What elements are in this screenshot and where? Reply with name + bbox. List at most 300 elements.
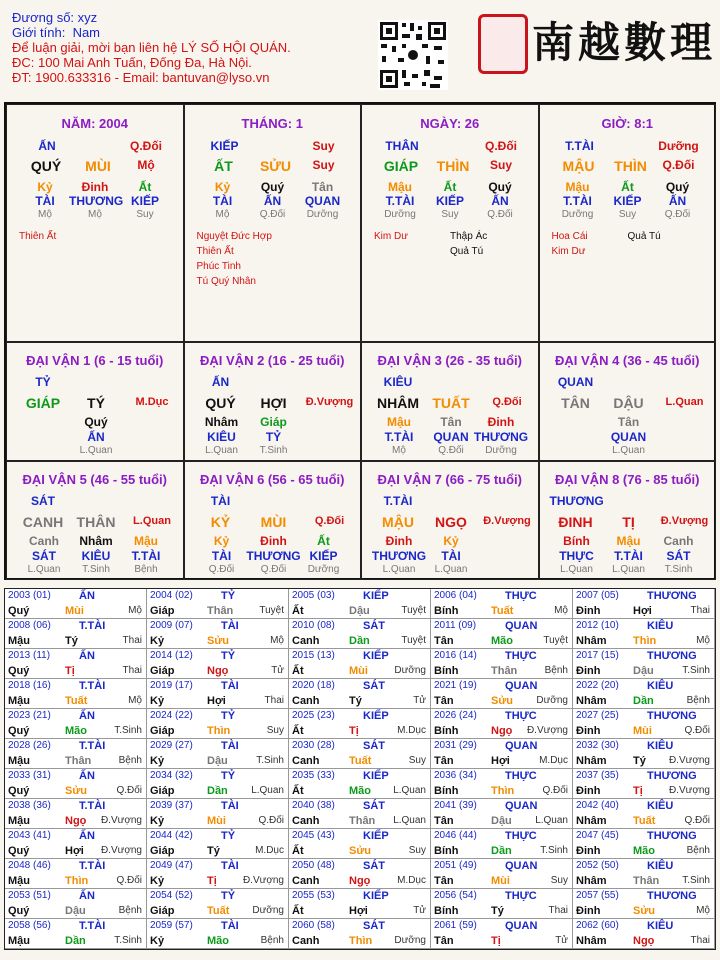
- luck-hidden-state: Bệnh: [134, 564, 158, 575]
- year-ten-god: KIÊU: [647, 800, 674, 812]
- year-state: Mộ: [554, 605, 568, 616]
- luck-pillar-cell: [361, 461, 539, 580]
- annual-luck-cell: [147, 859, 289, 889]
- year-state: Bệnh: [118, 905, 142, 916]
- luck-hidden-state: Q.Đối: [260, 564, 287, 575]
- luck-hidden-stem: Bính: [563, 534, 590, 548]
- hidden-state: Q.Đối: [259, 209, 286, 220]
- year-branch: Tị: [207, 875, 217, 887]
- luck-earthly-branch: TUẤT: [432, 395, 470, 411]
- year-branch: Ngọ: [207, 665, 229, 677]
- luck-hidden-ten-god: THƯƠNG: [473, 430, 529, 444]
- luck-ten-god: THƯƠNG: [549, 494, 604, 508]
- annual-luck-cell: [431, 619, 573, 649]
- year-stem: Mậu: [8, 875, 30, 887]
- annual-luck-cell: [573, 829, 715, 859]
- year-label: 2056 (54): [434, 890, 477, 901]
- year-state: T.Sinh: [256, 755, 284, 766]
- year-state: Q.Đối: [258, 815, 284, 826]
- luck-state: Đ.Vượng: [305, 396, 354, 408]
- year-branch: Dần: [633, 695, 654, 707]
- luck-pillar-cell: [361, 342, 539, 461]
- year-label: 2026 (24): [434, 710, 477, 721]
- hidden-state: Suy: [441, 209, 459, 220]
- luck-hidden-stem: Giáp: [260, 415, 287, 429]
- year-state: T.Sinh: [540, 845, 568, 856]
- year-ten-god: THƯƠNG: [647, 770, 697, 782]
- luck-earthly-branch: THÂN: [76, 514, 116, 530]
- year-label: 2006 (04): [434, 590, 477, 601]
- luck-hidden-state: L.Quan: [382, 564, 416, 575]
- annual-luck-cell: [5, 589, 147, 619]
- luck-pillar-title: ĐẠI VẬN 8 (76 - 85 tuổi): [555, 472, 700, 487]
- year-label: 2059 (57): [150, 920, 193, 931]
- luck-hidden-stem: Đinh: [487, 415, 515, 429]
- luck-ten-god: TỶ: [35, 375, 51, 389]
- luck-state: L.Quan: [665, 396, 704, 408]
- luck-hidden-ten-god: TÀI: [441, 549, 461, 563]
- hidden-stem: Đinh: [81, 180, 109, 194]
- year-state: Mộ: [696, 635, 710, 646]
- year-ten-god: TỶ: [221, 710, 236, 722]
- year-label: 2061 (59): [434, 920, 477, 931]
- pillar-branch-state: Suy: [312, 158, 335, 172]
- year-state: M.Dục: [539, 755, 568, 766]
- year-ten-god: ẤN: [79, 890, 95, 902]
- annual-luck-cell: [431, 589, 573, 619]
- year-stem: Giáp: [150, 665, 175, 677]
- annual-luck-cell: [431, 769, 573, 799]
- luck-hidden-stem: Ất: [317, 534, 330, 548]
- pillar-heavenly-stem: QUÝ: [30, 158, 62, 174]
- year-state: M.Dục: [255, 845, 284, 856]
- annual-luck-cell: [573, 679, 715, 709]
- annual-luck-cell: [431, 649, 573, 679]
- hidden-stem: Ất: [621, 180, 634, 194]
- year-label: 2062 (60): [576, 920, 619, 931]
- annual-luck-cell: [289, 829, 431, 859]
- year-ten-god: ẤN: [79, 770, 95, 782]
- year-branch: Dậu: [633, 665, 654, 677]
- year-branch: Dần: [349, 635, 370, 647]
- year-ten-god: TỶ: [221, 650, 236, 662]
- luck-ten-god: KIÊU: [383, 375, 413, 389]
- year-branch: Dần: [491, 845, 512, 857]
- symbolic-star: Kim Dư: [551, 246, 586, 257]
- year-stem: Quý: [8, 665, 30, 677]
- year-ten-god: SÁT: [363, 680, 385, 692]
- pillar-cell: [539, 104, 717, 342]
- year-label: 2018 (16): [8, 680, 51, 691]
- year-label: 2058 (56): [8, 920, 51, 931]
- luck-hidden-stem: Đinh: [260, 534, 287, 548]
- year-label: 2055 (53): [292, 890, 335, 901]
- year-state: Tuyệt: [259, 605, 284, 616]
- year-branch: Dần: [207, 785, 228, 797]
- year-branch: Thân: [207, 605, 234, 617]
- year-state: L.Quan: [393, 785, 426, 796]
- annual-luck-cell: [431, 799, 573, 829]
- year-stem: Bính: [434, 785, 459, 797]
- luck-hidden-state: Dưỡng: [485, 445, 517, 456]
- year-stem: Bính: [434, 845, 459, 857]
- year-stem: Đinh: [576, 725, 601, 737]
- annual-luck-cell: [573, 619, 715, 649]
- chart-grid: [4, 102, 716, 580]
- annual-luck-cell: [431, 679, 573, 709]
- annual-luck-cell: [5, 799, 147, 829]
- pillar-stem-state: Q.Đối: [485, 139, 517, 153]
- luck-earthly-branch: DẬU: [613, 395, 644, 411]
- hidden-stem: Ất: [443, 180, 457, 194]
- year-stem: Bính: [434, 605, 459, 617]
- year-ten-god: QUAN: [505, 920, 538, 932]
- luck-heavenly-stem: CANH: [22, 514, 64, 530]
- luck-earthly-branch: TÝ: [87, 395, 105, 411]
- year-branch: Mão: [491, 635, 513, 647]
- hidden-ten-god: THƯƠNG: [69, 194, 124, 208]
- annual-luck-cell: [5, 739, 147, 769]
- year-label: 2025 (23): [292, 710, 335, 721]
- pillar-title: THÁNG: 1: [241, 116, 303, 131]
- year-state: Suy: [408, 845, 426, 856]
- annual-luck-cell: [289, 709, 431, 739]
- seal-stamp: [478, 14, 528, 74]
- year-ten-god: T.TÀI: [79, 680, 106, 692]
- luck-hidden-stem: Tân: [617, 415, 640, 429]
- year-ten-god: KIÊU: [647, 920, 674, 932]
- hidden-stem: Quý: [488, 180, 512, 194]
- year-ten-god: THỰC: [505, 650, 537, 662]
- year-branch: Tuất: [633, 815, 656, 827]
- annual-luck-cell: [289, 889, 431, 919]
- year-ten-god: QUAN: [505, 680, 538, 692]
- year-ten-god: KIẾP: [363, 590, 389, 602]
- luck-pillar-cell: [184, 461, 362, 580]
- year-ten-god: ẤN: [79, 590, 95, 602]
- year-branch: Tuất: [65, 695, 88, 707]
- luck-hidden-stem: Kỷ: [213, 534, 230, 548]
- year-branch: Ngọ: [65, 815, 87, 827]
- year-state: Dưỡng: [394, 935, 426, 946]
- luck-pillar-cell: [6, 342, 184, 461]
- year-stem: Canh: [292, 695, 320, 707]
- year-ten-god: TÀI: [221, 620, 239, 632]
- hidden-state: Q.Đối: [487, 209, 513, 220]
- year-ten-god: THỰC: [505, 890, 537, 902]
- symbolic-star: Quả Tú: [450, 246, 484, 257]
- year-stem: Tân: [434, 695, 454, 707]
- annual-luck-cell: [431, 919, 573, 949]
- year-stem: Canh: [292, 755, 320, 767]
- pillar-ten-god: THÂN: [385, 139, 419, 153]
- year-stem: Ất: [292, 845, 304, 857]
- annual-luck-cell: [147, 739, 289, 769]
- year-label: 2016 (14): [434, 650, 477, 661]
- year-branch: Mão: [633, 845, 655, 857]
- symbolic-star: Thiên Ất: [196, 246, 234, 257]
- hidden-ten-god: T.TÀI: [385, 194, 415, 208]
- pillar-earthly-branch: THÌN: [436, 158, 470, 174]
- luck-pillar-title: ĐẠI VẬN 1 (6 - 15 tuổi): [26, 353, 164, 368]
- year-label: 2048 (46): [8, 860, 51, 871]
- year-branch: Thân: [491, 665, 518, 677]
- year-label: 2039 (37): [150, 800, 193, 811]
- luck-heavenly-stem: MẬU: [382, 514, 414, 530]
- year-branch: Mão: [207, 935, 229, 947]
- year-state: Suy: [550, 875, 568, 886]
- year-stem: Quý: [8, 845, 30, 857]
- annual-luck-cell: [431, 889, 573, 919]
- luck-pillar-cell: [184, 342, 362, 461]
- year-stem: Tân: [434, 635, 454, 647]
- year-label: 2015 (13): [292, 650, 335, 661]
- luck-hidden-state: Q.Đối: [208, 564, 235, 575]
- year-stem: Ất: [292, 905, 304, 917]
- annual-luck-cell: [573, 889, 715, 919]
- luck-heavenly-stem: GIÁP: [25, 395, 61, 411]
- year-label: 2037 (35): [576, 770, 619, 781]
- year-state: T.Sinh: [682, 665, 710, 676]
- year-stem: Mậu: [8, 635, 30, 647]
- luck-heavenly-stem: QUÝ: [205, 395, 236, 411]
- year-label: 2010 (08): [292, 620, 335, 631]
- year-state: Q.Đối: [542, 785, 568, 796]
- year-branch: Ngọ: [633, 935, 655, 947]
- year-ten-god: T.TÀI: [79, 620, 106, 632]
- annual-luck-cell: [289, 769, 431, 799]
- year-label: 2038 (36): [8, 800, 51, 811]
- year-label: 2008 (06): [8, 620, 51, 631]
- year-ten-god: KIẾP: [363, 650, 389, 662]
- year-state: Mộ: [128, 695, 142, 706]
- year-label: 2022 (20): [576, 680, 619, 691]
- year-state: Bệnh: [118, 755, 142, 766]
- year-stem: Nhâm: [576, 815, 607, 827]
- year-label: 2043 (41): [8, 830, 51, 841]
- annual-luck-cell: [573, 769, 715, 799]
- luck-hidden-ten-god: SÁT: [32, 549, 56, 563]
- year-label: 2012 (10): [576, 620, 619, 631]
- year-label: 2009 (07): [150, 620, 193, 631]
- year-state: Bệnh: [686, 695, 710, 706]
- pillar-cell: [6, 104, 184, 342]
- annual-luck-cell: [5, 769, 147, 799]
- annual-luck-cell: [147, 709, 289, 739]
- year-label: 2057 (55): [576, 890, 619, 901]
- year-ten-god: QUAN: [505, 860, 538, 872]
- luck-hidden-ten-god: T.TÀI: [614, 549, 643, 563]
- year-label: 2047 (45): [576, 830, 619, 841]
- luck-hidden-state: L.Quan: [27, 564, 61, 575]
- year-label: 2032 (30): [576, 740, 619, 751]
- year-ten-god: ẤN: [79, 830, 95, 842]
- annual-luck-cell: [147, 889, 289, 919]
- year-ten-god: THƯƠNG: [647, 890, 697, 902]
- hidden-ten-god: T.TÀI: [563, 194, 592, 208]
- year-branch: Dần: [65, 935, 86, 947]
- year-label: 2017 (15): [576, 650, 619, 661]
- gender-line: [12, 25, 291, 40]
- year-label: 2049 (47): [150, 860, 193, 871]
- year-state: Thai: [690, 935, 710, 946]
- year-stem: Tân: [434, 755, 454, 767]
- year-label: 2021 (19): [434, 680, 477, 691]
- hidden-stem: Kỷ: [37, 180, 53, 194]
- year-label: 2054 (52): [150, 890, 193, 901]
- year-label: 2014 (12): [150, 650, 193, 661]
- year-state: Tử: [413, 695, 426, 706]
- annual-luck-cell: [5, 709, 147, 739]
- annual-luck-cell: [5, 859, 147, 889]
- luck-ten-god: QUAN: [557, 375, 594, 389]
- luck-hidden-stem: Nhâm: [204, 415, 239, 429]
- hidden-state: Dưỡng: [561, 209, 594, 220]
- pillar-cell: [361, 104, 539, 342]
- year-branch: Thìn: [349, 935, 373, 947]
- luck-heavenly-stem: KỶ: [210, 514, 231, 530]
- year-stem: Kỷ: [150, 635, 165, 647]
- year-state: Tuyệt: [543, 635, 568, 646]
- year-branch: Sửu: [207, 635, 230, 647]
- annual-luck-cell: [5, 919, 147, 949]
- luck-ten-god: SÁT: [31, 494, 55, 508]
- hidden-state: Dưỡng: [306, 209, 339, 220]
- year-branch: Ngọ: [491, 725, 513, 737]
- year-ten-god: TÀI: [221, 800, 239, 812]
- year-ten-god: ẤN: [79, 650, 95, 662]
- year-stem: Ất: [292, 665, 304, 677]
- year-state: Mộ: [696, 905, 710, 916]
- year-state: Đ.Vượng: [668, 785, 710, 796]
- year-label: 2044 (42): [150, 830, 193, 841]
- luck-hidden-state: T.Sinh: [664, 564, 693, 575]
- luck-hidden-stem: Nhâm: [79, 534, 113, 548]
- pillar-earthly-branch: SỬU: [259, 158, 292, 174]
- hidden-stem: Quý: [665, 180, 690, 194]
- year-ten-god: T.TÀI: [79, 800, 106, 812]
- year-state: T.Sinh: [114, 935, 142, 946]
- hidden-state: Dưỡng: [384, 209, 416, 220]
- year-state: Bệnh: [686, 845, 710, 856]
- luck-hidden-stem: Canh: [663, 534, 694, 548]
- year-ten-god: SÁT: [363, 800, 385, 812]
- hidden-stem: Kỷ: [214, 180, 231, 194]
- luck-state: Đ.Vượng: [483, 515, 531, 527]
- year-branch: Sửu: [65, 785, 88, 797]
- year-label: 2045 (43): [292, 830, 335, 841]
- luck-earthly-branch: MÙI: [260, 514, 287, 530]
- year-branch: Ngọ: [349, 875, 371, 887]
- pillar-ten-god: ẤN: [38, 139, 56, 153]
- year-state: Đ.Vượng: [526, 725, 568, 736]
- year-state: Tuyệt: [401, 635, 426, 646]
- year-state: Dưỡng: [252, 905, 284, 916]
- year-ten-god: KIÊU: [647, 860, 674, 872]
- luck-hidden-stem: Tân: [440, 415, 462, 429]
- pillar-title: NĂM: 2004: [61, 116, 128, 131]
- year-label: 2035 (33): [292, 770, 335, 781]
- luck-hidden-state: Q.Đối: [438, 445, 464, 456]
- pillar-stem-state: Q.Đối: [130, 139, 162, 153]
- contact-line: Để luận giải, mời bạn liên hệ LÝ SỐ HỘI QUÁN.: [12, 40, 291, 55]
- year-branch: Mùi: [65, 605, 84, 617]
- hidden-ten-god: TÀI: [212, 194, 233, 208]
- luck-hidden-stem: Mậu: [134, 534, 158, 548]
- year-state: Dưỡng: [536, 695, 568, 706]
- luck-state: Q.Đối: [492, 396, 522, 408]
- annual-luck-cell: [573, 649, 715, 679]
- hidden-state: Mộ: [38, 209, 52, 220]
- year-label: 2028 (26): [8, 740, 51, 751]
- pillar-heavenly-stem: MẬU: [562, 158, 595, 174]
- luck-hidden-state: L.Quan: [205, 445, 238, 456]
- year-stem: Bính: [434, 905, 459, 917]
- year-state: Thai: [122, 665, 142, 676]
- luck-hidden-state: T.Sinh: [259, 445, 288, 456]
- annual-luck-cell: [573, 739, 715, 769]
- year-label: 2034 (32): [150, 770, 193, 781]
- year-state: Thai: [264, 695, 284, 706]
- year-state: Tử: [271, 665, 284, 676]
- symbolic-star: Nguyệt Đức Hợp: [196, 231, 272, 242]
- luck-hidden-stem: Quý: [84, 415, 108, 429]
- hidden-state: Q.Đối: [664, 209, 691, 220]
- luck-hidden-state: L.Quan: [79, 445, 113, 456]
- year-branch: Mão: [65, 725, 87, 737]
- year-branch: Tý: [491, 905, 504, 917]
- annual-luck-cell: [147, 679, 289, 709]
- pillar-title: GIỜ: 8:1: [601, 116, 654, 131]
- annual-luck-cell: [573, 799, 715, 829]
- year-ten-god: QUAN: [505, 800, 538, 812]
- pillar-stem-state: Suy: [312, 139, 335, 153]
- pillar-branch-state: Suy: [489, 158, 512, 172]
- year-branch: Sửu: [633, 905, 656, 917]
- luck-ten-god: TÀI: [210, 494, 231, 508]
- year-label: 2029 (27): [150, 740, 193, 751]
- year-stem: Canh: [292, 935, 320, 947]
- year-branch: Thân: [633, 875, 660, 887]
- year-stem: Tân: [434, 875, 454, 887]
- year-branch: Tị: [491, 935, 501, 947]
- year-ten-god: QUAN: [505, 740, 538, 752]
- year-stem: Đinh: [576, 905, 601, 917]
- luck-heavenly-stem: ĐINH: [558, 514, 593, 530]
- year-stem: Giáp: [150, 905, 175, 917]
- year-ten-god: TỶ: [221, 890, 236, 902]
- annual-luck-cell: [573, 859, 715, 889]
- year-stem: Nhâm: [576, 875, 607, 887]
- pillar-heavenly-stem: GIÁP: [383, 158, 419, 174]
- year-branch: Mùi: [349, 665, 368, 677]
- luck-pillar-cell: [539, 342, 717, 461]
- year-branch: Dậu: [491, 815, 512, 827]
- year-state: Mộ: [270, 635, 284, 646]
- luck-pillar-title: ĐẠI VẬN 7 (66 - 75 tuổi): [377, 472, 522, 487]
- year-branch: Tị: [65, 665, 75, 677]
- luck-pillar-cell: [6, 461, 184, 580]
- luck-pillar-title: ĐẠI VẬN 5 (46 - 55 tuổi): [22, 472, 167, 487]
- year-label: 2024 (22): [150, 710, 193, 721]
- luck-hidden-stem: Mậu: [387, 415, 411, 429]
- year-branch: Tuất: [349, 755, 372, 767]
- year-ten-god: SÁT: [363, 860, 385, 872]
- year-stem: Nhâm: [576, 935, 607, 947]
- year-branch: Tuất: [491, 605, 514, 617]
- symbolic-star: Hoa Cái: [551, 231, 588, 242]
- hidden-state: Suy: [618, 209, 637, 220]
